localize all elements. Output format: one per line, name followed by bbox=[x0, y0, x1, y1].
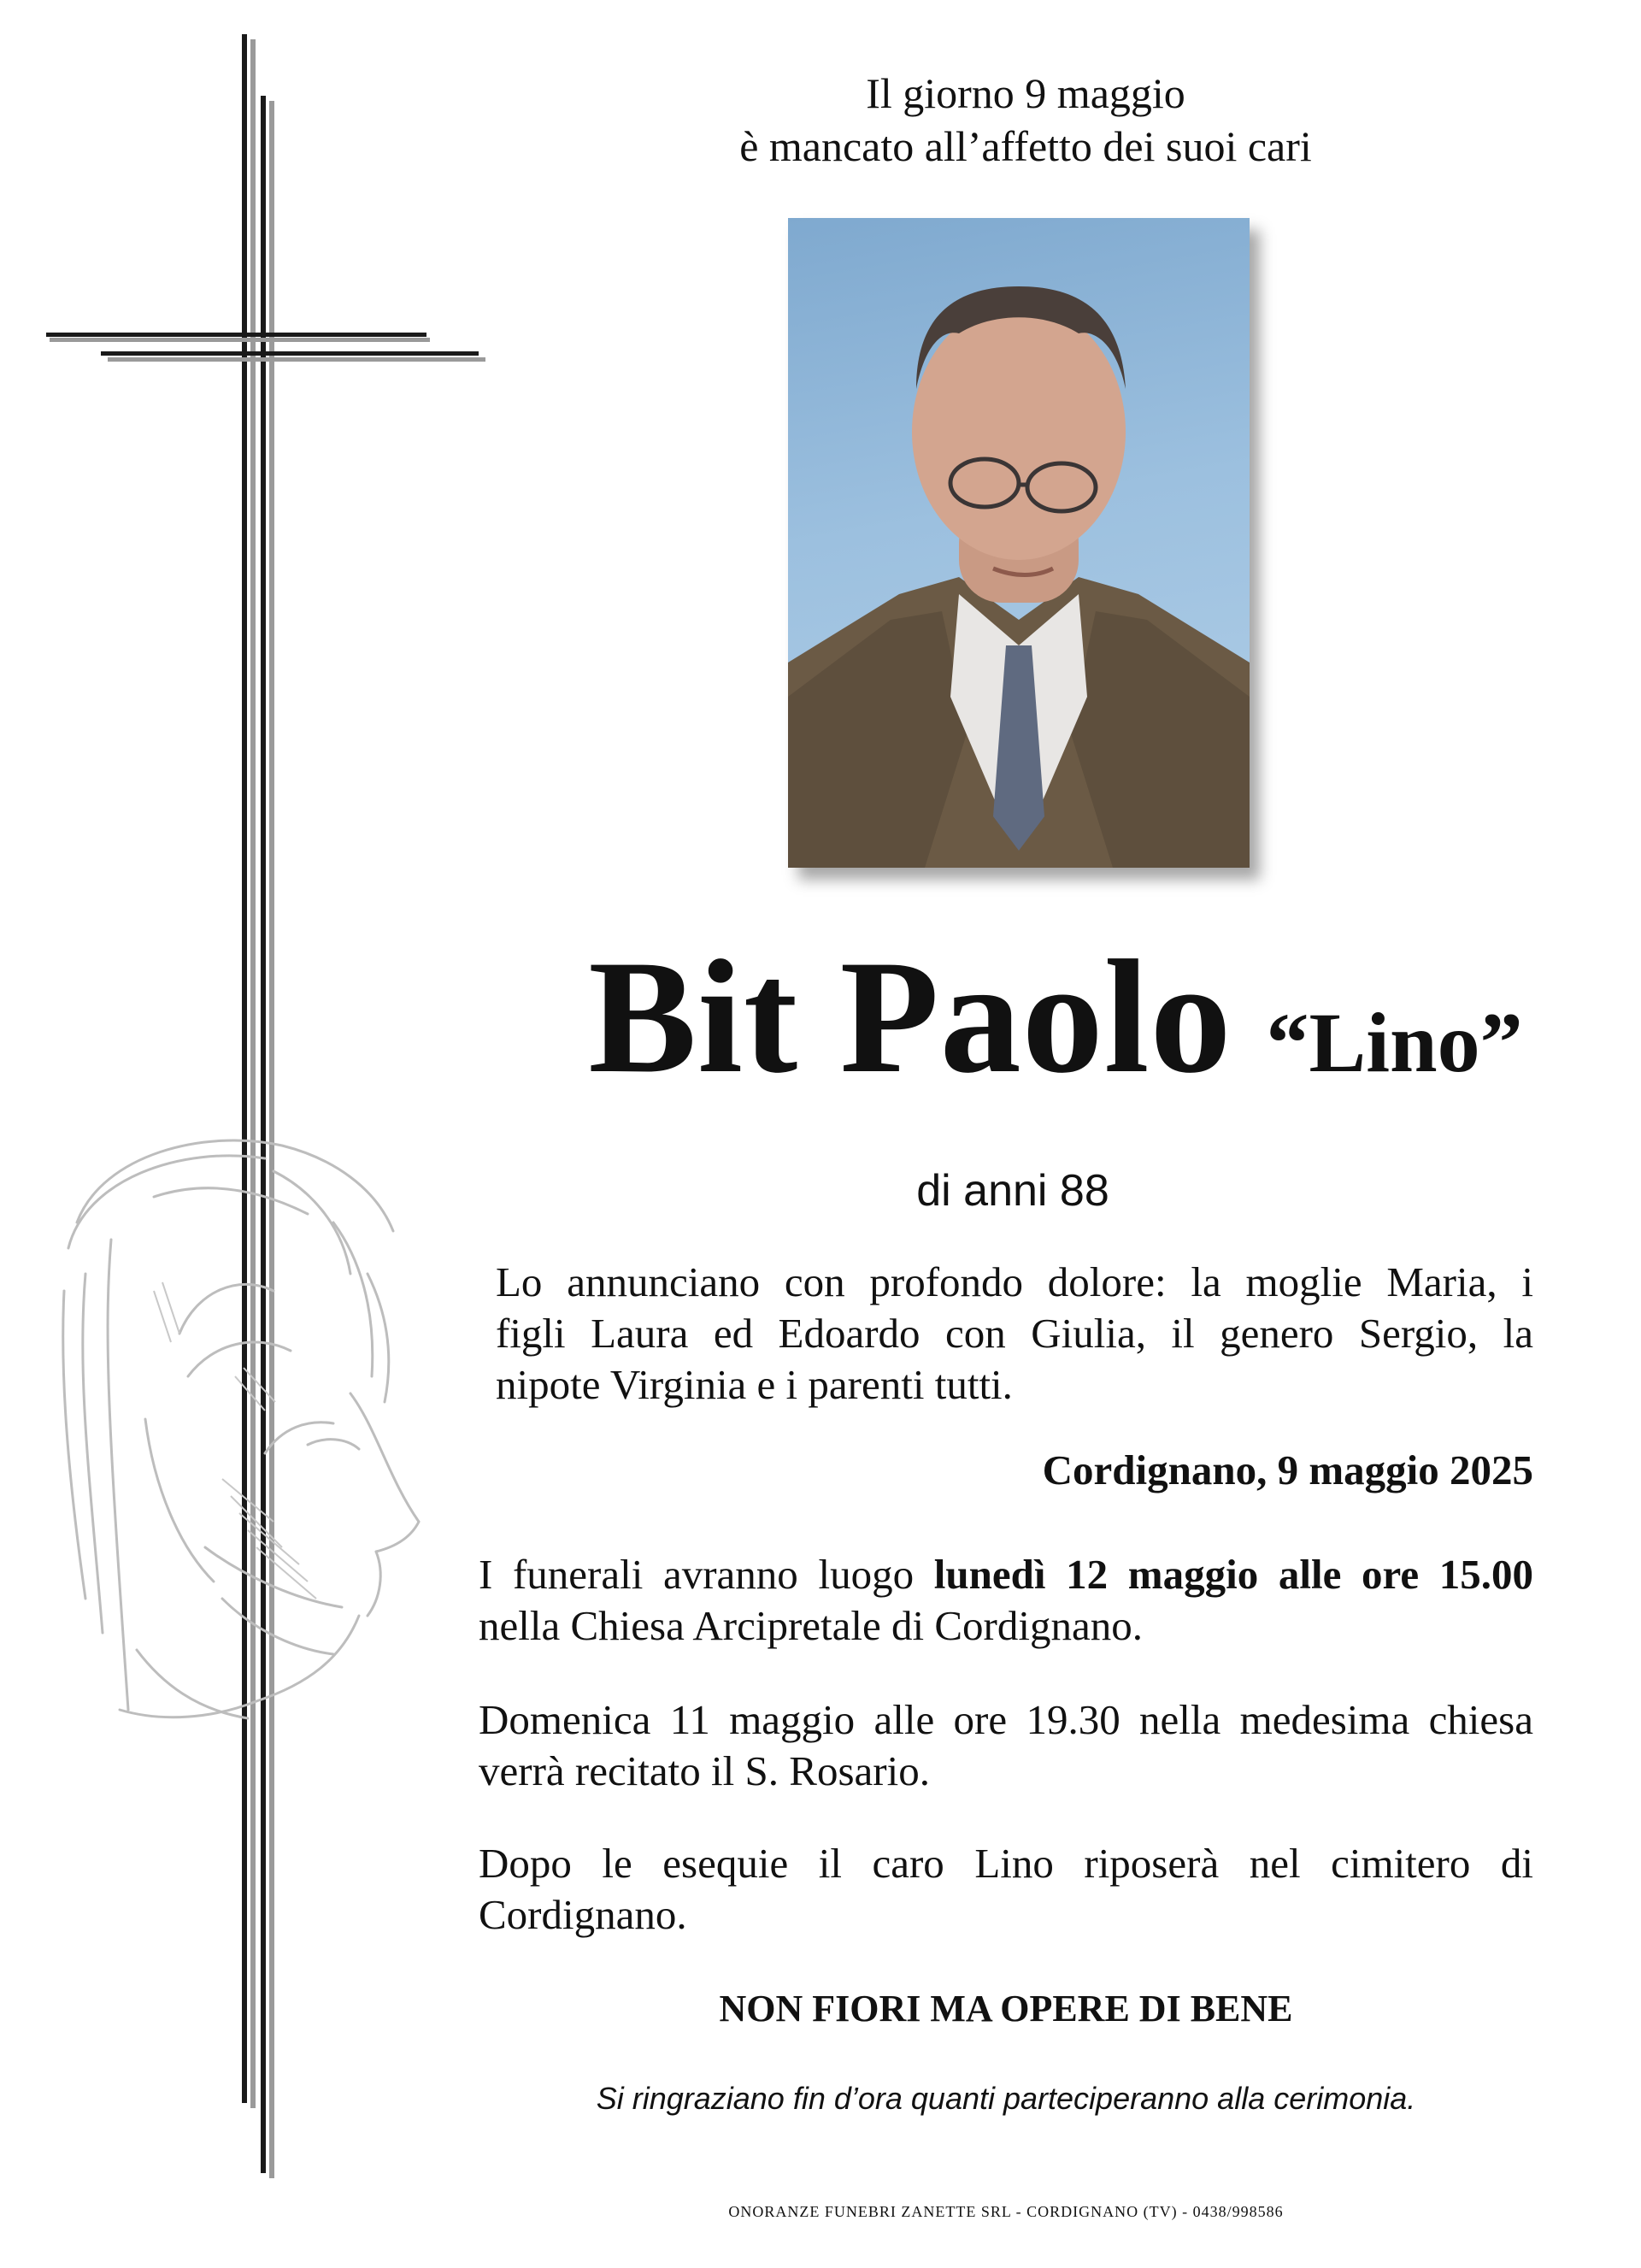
age: di anni 88 bbox=[916, 1166, 1109, 1216]
rosary-line-2: verrà recitato il S. Rosario. bbox=[479, 1747, 930, 1794]
funeral-when: lunedì 12 maggio alle ore 15.00 bbox=[933, 1551, 1534, 1598]
burial-info bbox=[479, 1838, 1533, 1941]
funeral-info bbox=[479, 1549, 1533, 1652]
funeral-prefix: I funerali avranno luogo bbox=[479, 1551, 934, 1598]
announcement-line-3: nipote Virginia e i parenti tutti. bbox=[496, 1361, 1013, 1408]
funeral-line-2: nella Chiesa Arcipretale di Cordignano. bbox=[479, 1602, 1143, 1649]
deceased-portrait bbox=[788, 218, 1250, 868]
intro-line-1: Il giorno 9 maggio bbox=[866, 69, 1185, 117]
no-flowers-note: NON FIORI MA OPERE DI BENE bbox=[719, 1988, 1293, 2029]
rosary-info bbox=[479, 1694, 1533, 1797]
name-nickname: “Lino” bbox=[1266, 995, 1523, 1090]
announcement-line-2: figli Laura ed Edoardo con Giulia, il genero Sergio, la bbox=[496, 1310, 1533, 1357]
rosary-line-1: Domenica 11 maggio alle ore 19.30 nella medesima chiesa bbox=[479, 1696, 1533, 1743]
burial-line-2: Cordignano. bbox=[479, 1891, 687, 1938]
funeral-line-1 bbox=[479, 1549, 1533, 1600]
intro-line-2: è mancato all’affetto dei suoi cari bbox=[739, 122, 1312, 170]
thanks-note: Si ringraziano fin d’ora quanti parteciperanno alla cerimonia. bbox=[596, 2081, 1416, 2116]
funeral-home-footer: ONORANZE FUNEBRI ZANETTE SRL - CORDIGNANO (TV) - 0438/998586 bbox=[728, 2203, 1284, 2220]
deceased-name bbox=[479, 928, 1632, 1107]
place-date: Cordignano, 9 maggio 2025 bbox=[1042, 1446, 1533, 1493]
name-main: Bit Paolo bbox=[588, 928, 1232, 1107]
christ-sketch-icon bbox=[51, 1120, 444, 1735]
burial-line-1: Dopo le esequie il caro Lino riposerà nel cimitero di bbox=[479, 1840, 1533, 1887]
announcement-line-1: Lo annunciano con profondo dolore: la moglie Maria, i bbox=[496, 1258, 1533, 1305]
announcement bbox=[496, 1257, 1533, 1411]
